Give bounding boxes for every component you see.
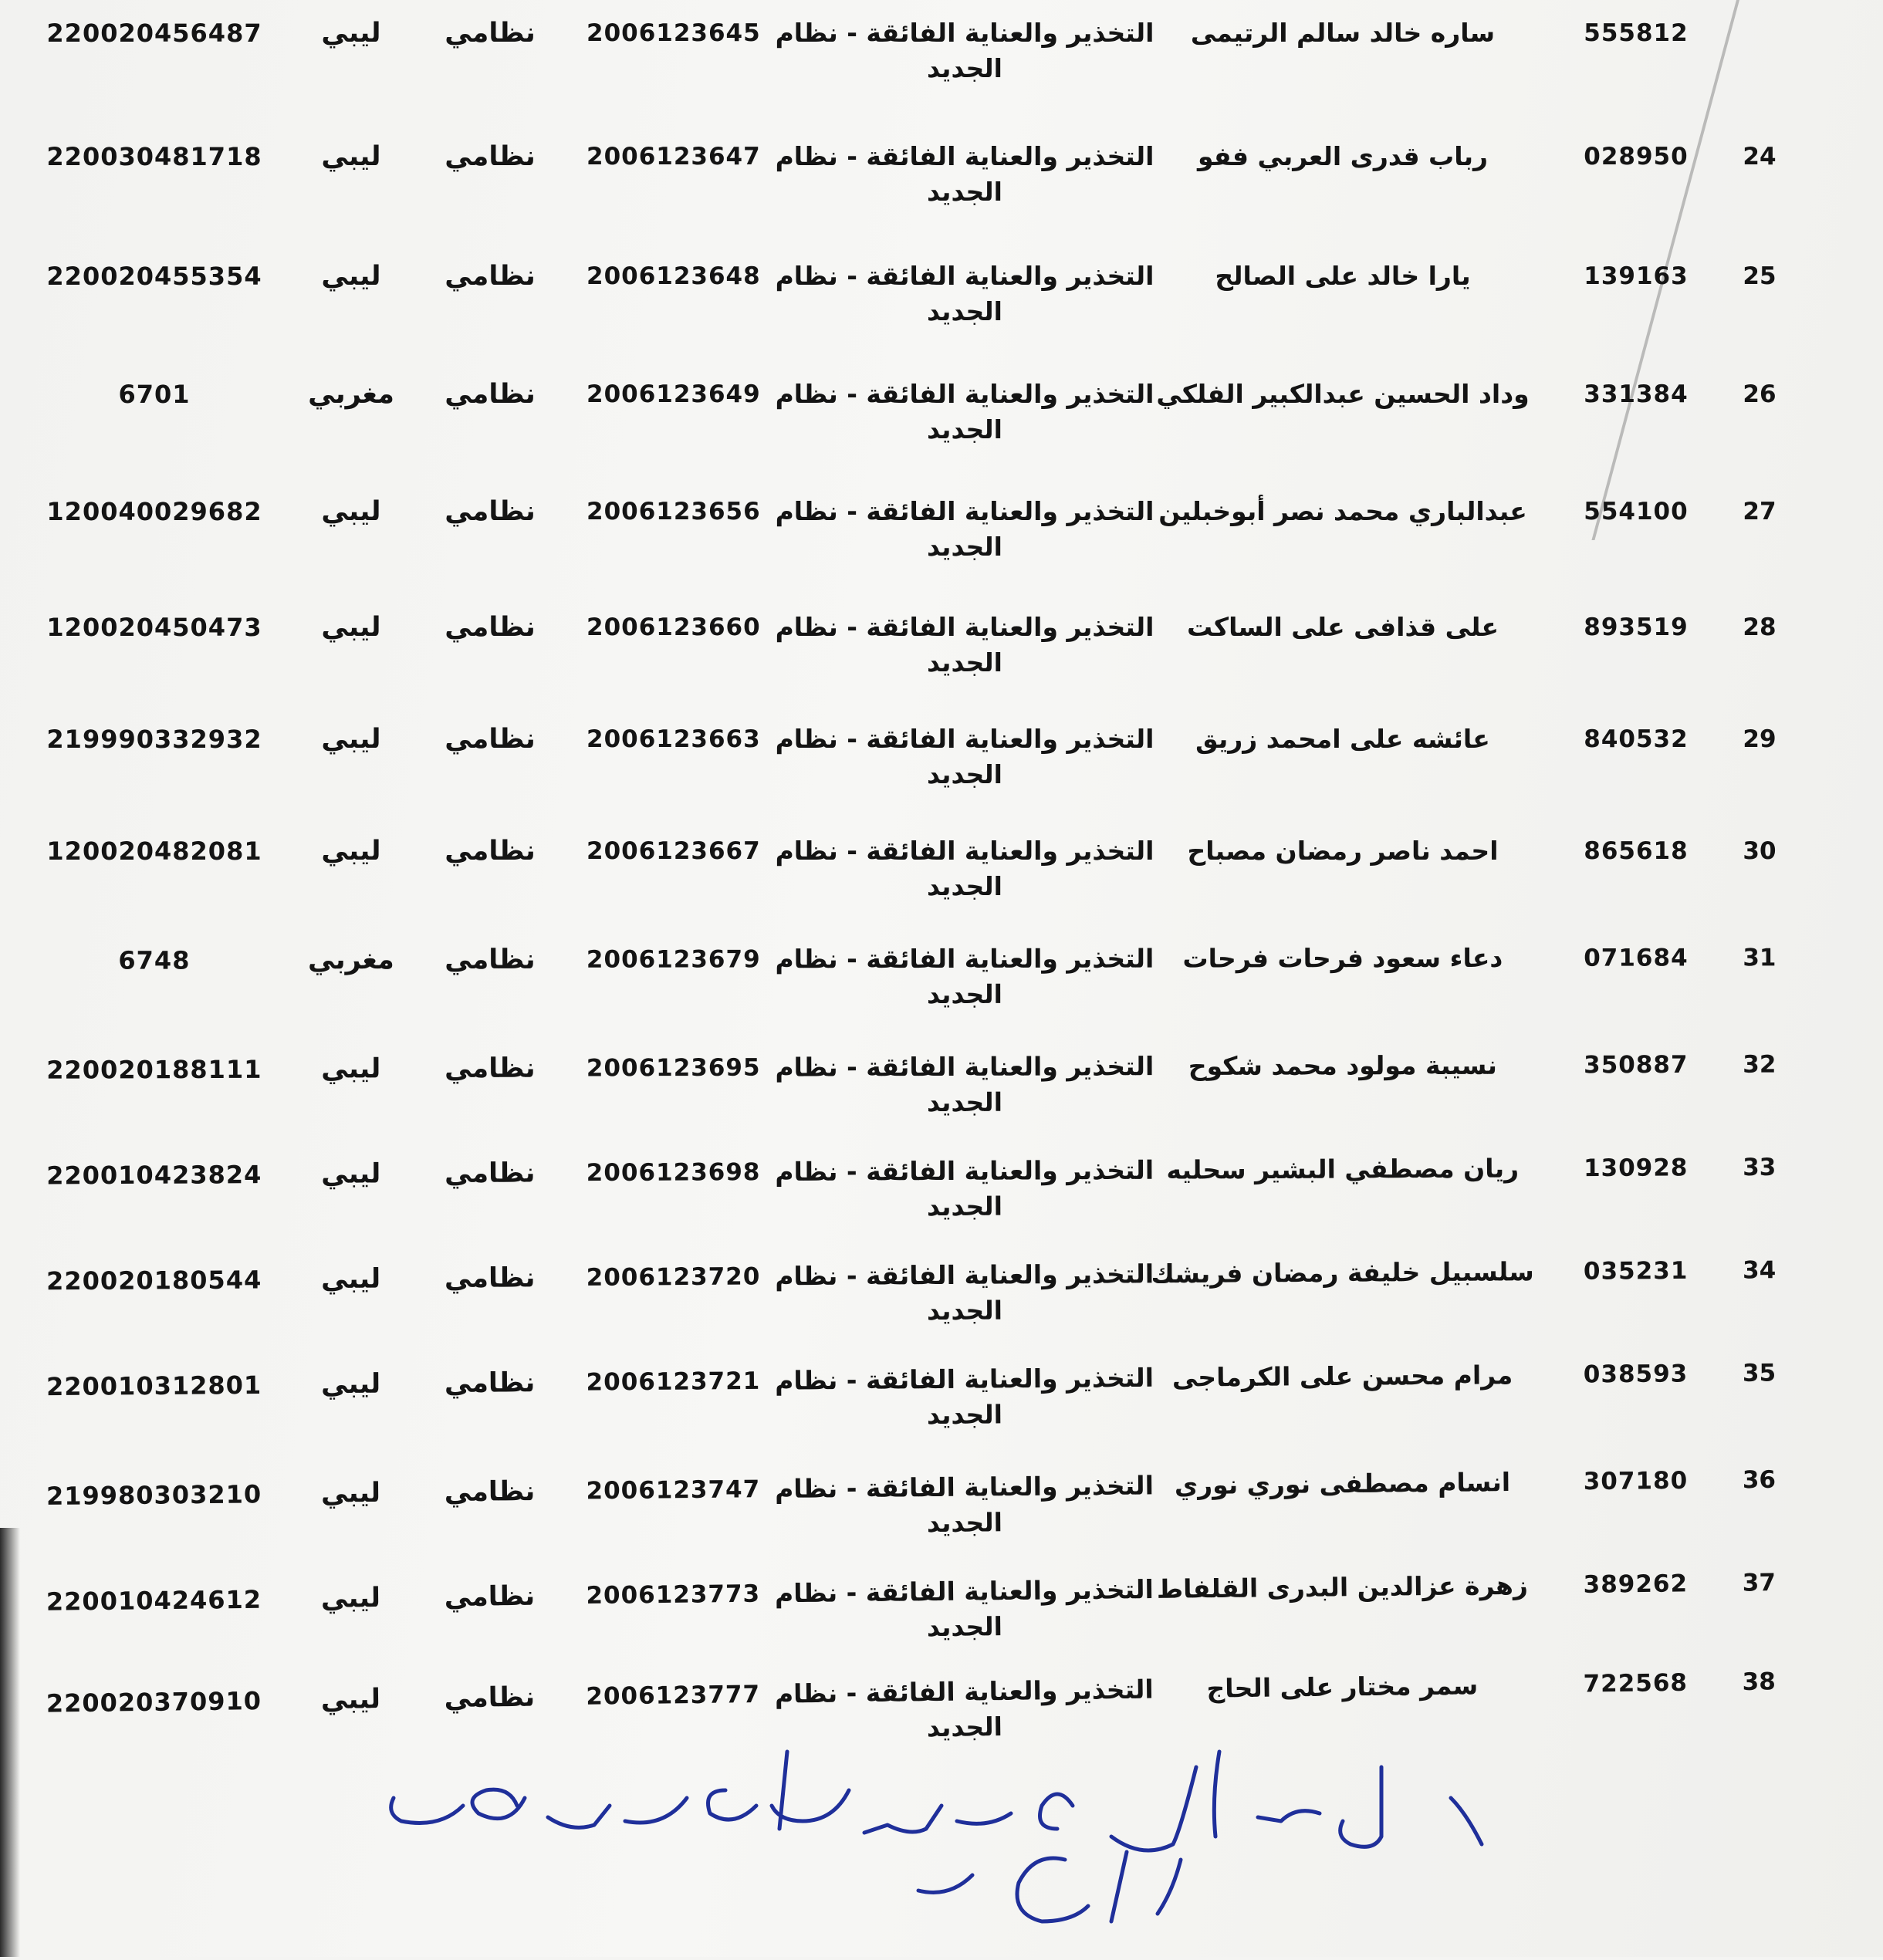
student-name: انسام مصطفى نوري نوري <box>1174 1467 1511 1501</box>
row-number: 331384 <box>1584 380 1689 408</box>
nationality: ليبي <box>320 1477 381 1509</box>
table-row <box>0 833 1883 949</box>
specialty: التخذير والعناية الفائقة - نظام الجديد <box>775 1362 1154 1431</box>
student-name: ريان مصطفي البشير سحليه <box>1166 1153 1520 1185</box>
registration-number: 2006123647 <box>587 143 761 171</box>
specialty: التخذير والعناية الفائقة - نظام الجديد <box>774 1674 1154 1743</box>
row-number: 893519 <box>1584 613 1689 641</box>
national-id: 220010312801 <box>46 1370 262 1402</box>
student-name: رباب قدرى العربي ففو <box>1197 141 1488 171</box>
table-row <box>0 494 1883 610</box>
student-name: ساره خالد سالم الرتيمى <box>1190 18 1496 48</box>
table-row <box>0 610 1883 725</box>
row-number: 865618 <box>1584 837 1689 865</box>
registration-number: 2006123698 <box>586 1158 761 1188</box>
specialty: التخذير والعناية الفائقة - نظام الجديد <box>775 1154 1154 1222</box>
registration-number: 2006123660 <box>587 613 761 641</box>
row-number: 130928 <box>1583 1154 1689 1183</box>
specialty: التخذير والعناية الفائقة - نظام الجديد <box>774 1573 1154 1643</box>
registration-number: 2006123695 <box>586 1053 761 1083</box>
registration-number: 2006123649 <box>587 380 761 408</box>
registration-number: 2006123645 <box>587 19 761 47</box>
specialty: التخذير والعناية الفائقة - نظام الجديد <box>775 141 1154 207</box>
study-system: نظامي <box>445 1053 536 1085</box>
row-index: 28 <box>1743 613 1777 641</box>
national-id: 219980303210 <box>46 1479 262 1511</box>
row-number: 389262 <box>1583 1570 1689 1599</box>
study-system: نظامي <box>445 944 536 976</box>
national-id: 220010424612 <box>46 1584 262 1617</box>
row-number: 722568 <box>1583 1668 1689 1698</box>
national-id: 220020370910 <box>46 1686 262 1718</box>
national-id: 219990332932 <box>46 725 262 754</box>
nationality: ليبي <box>320 1368 381 1401</box>
national-id: 220010423824 <box>46 1160 262 1191</box>
row-number: 840532 <box>1584 725 1689 753</box>
nationality: ليبي <box>321 141 381 172</box>
specialty: التخذير والعناية الفائقة - نظام الجديد <box>775 1259 1154 1326</box>
row-number: 028950 <box>1584 143 1689 171</box>
row-index: 37 <box>1742 1569 1777 1597</box>
registration-number: 2006123667 <box>587 837 761 865</box>
specialty: التخذير والعناية الفائقة - نظام الجديد <box>775 496 1154 562</box>
student-name: عائشه على امحمد زريق <box>1195 724 1490 754</box>
table-row <box>0 721 1883 837</box>
row-index: 27 <box>1743 498 1777 525</box>
student-name: عبدالباري محمد نصر أبوخبلين <box>1158 496 1527 526</box>
specialty: التخذير والعناية الفائقة - نظام الجديد <box>775 943 1154 1010</box>
national-id: 120040029682 <box>46 497 262 526</box>
study-system: نظامي <box>445 724 536 755</box>
study-system: نظامي <box>444 1580 536 1614</box>
student-name: على قذافى على الساكت <box>1186 612 1499 642</box>
registration-number: 2006123777 <box>586 1680 761 1711</box>
national-id: 220030481718 <box>46 142 262 171</box>
national-id: 120020482081 <box>46 836 262 866</box>
table-row <box>0 940 1883 1059</box>
registration-number: 2006123747 <box>586 1475 761 1505</box>
row-index: 26 <box>1743 380 1777 408</box>
row-number: 555812 <box>1584 19 1689 47</box>
study-system: نظامي <box>444 1157 536 1190</box>
row-index: 24 <box>1743 143 1777 171</box>
nationality: ليبي <box>321 1053 381 1085</box>
row-index: 38 <box>1742 1668 1777 1696</box>
row-index: 33 <box>1743 1153 1777 1182</box>
row-index: 36 <box>1742 1465 1777 1495</box>
student-name: سلسبيل خليفة رمضان فريشك <box>1151 1256 1534 1289</box>
table-row <box>0 15 1883 131</box>
row-index: 29 <box>1743 725 1777 753</box>
row-index: 31 <box>1743 944 1777 972</box>
specialty: التخذير والعناية الفائقة - نظام الجديد <box>775 261 1154 326</box>
table-row <box>0 377 1883 492</box>
nationality: ليبي <box>320 1582 381 1614</box>
student-name: مرام محسن على الكرماجى <box>1171 1360 1513 1393</box>
student-name: سمر مختار على الحاج <box>1206 1670 1479 1704</box>
row-number: 038593 <box>1583 1360 1689 1389</box>
handwritten-note <box>355 1721 1559 1957</box>
row-index: 35 <box>1742 1359 1777 1387</box>
handwritten-signature-drawing <box>355 1721 1559 1957</box>
student-name: وداد الحسين عبدالكبير الفلكي <box>1156 379 1530 409</box>
national-id: 220020455354 <box>46 262 262 291</box>
registration-number: 2006123679 <box>586 945 761 974</box>
student-name: دعاء سعود فرحات فرحات <box>1182 942 1503 974</box>
row-index: 32 <box>1743 1050 1777 1079</box>
registration-number: 2006123773 <box>586 1580 761 1610</box>
row-number: 554100 <box>1584 498 1689 525</box>
registration-number: 2006123656 <box>587 498 761 525</box>
specialty: التخذير والعناية الفائقة - نظام الجديد <box>775 1051 1154 1118</box>
row-index: 30 <box>1743 837 1777 865</box>
national-id: 6701 <box>118 380 191 409</box>
nationality: ليبي <box>321 18 381 49</box>
national-id: 6748 <box>118 945 191 975</box>
study-system: نظامي <box>444 1367 536 1400</box>
registration-number: 2006123721 <box>586 1367 761 1397</box>
row-number: 139163 <box>1584 262 1689 290</box>
row-number: 307180 <box>1583 1466 1689 1496</box>
nationality: ليبي <box>321 261 381 292</box>
registration-number: 2006123720 <box>586 1262 761 1292</box>
registration-number: 2006123663 <box>587 725 761 753</box>
specialty: التخذير والعناية الفائقة - نظام الجديد <box>775 379 1154 444</box>
study-system: نظامي <box>445 18 536 49</box>
specialty: التخذير والعناية الفائقة - نظام الجديد <box>775 836 1154 901</box>
national-id: 220020456487 <box>46 19 262 48</box>
row-index: 34 <box>1742 1256 1777 1285</box>
specialty: التخذير والعناية الفائقة - نظام الجديد <box>775 612 1154 678</box>
national-id: 120020450473 <box>46 613 262 642</box>
nationality: ليبي <box>321 1158 381 1190</box>
nationality: ليبي <box>320 1684 381 1716</box>
nationality: ليبي <box>321 612 381 643</box>
study-system: نظامي <box>445 141 536 172</box>
registration-number: 2006123648 <box>587 262 761 290</box>
study-system: نظامي <box>444 1681 536 1715</box>
study-system: نظامي <box>445 496 536 527</box>
row-number: 071684 <box>1584 944 1689 972</box>
row-number: 350887 <box>1584 1050 1689 1080</box>
specialty: التخذير والعناية الفائقة - نظام الجديد <box>775 724 1154 789</box>
nationality: ليبي <box>321 496 381 527</box>
student-name: احمد ناصر رمضان مصباح <box>1187 836 1499 866</box>
student-name: زهرة عزالدين البدرى القلفاط <box>1156 1570 1529 1604</box>
row-index: 25 <box>1743 262 1777 290</box>
study-system: نظامي <box>444 1262 536 1295</box>
national-id: 220020188111 <box>46 1054 262 1085</box>
study-system: نظامي <box>445 836 536 867</box>
study-system: نظامي <box>445 261 536 292</box>
row-number: 035231 <box>1583 1256 1689 1286</box>
national-id: 220020180544 <box>46 1265 262 1296</box>
nationality: مغربي <box>308 379 394 410</box>
student-name: يارا خالد على الصالح <box>1215 261 1471 291</box>
table-row <box>0 259 1883 374</box>
study-system: نظامي <box>445 379 536 410</box>
nationality: مغربي <box>307 945 394 976</box>
study-system: نظامي <box>444 1475 536 1509</box>
table-row <box>0 139 1883 255</box>
nationality: ليبي <box>320 1263 381 1296</box>
study-system: نظامي <box>445 612 536 643</box>
specialty: التخذير والعناية الفائقة - نظام الجديد <box>774 1470 1154 1539</box>
specialty: التخذير والعناية الفائقة - نظام الجديد <box>775 18 1154 83</box>
nationality: ليبي <box>321 836 381 867</box>
nationality: ليبي <box>321 724 381 755</box>
student-name: نسيبة مولود محمد شكوح <box>1188 1049 1497 1081</box>
